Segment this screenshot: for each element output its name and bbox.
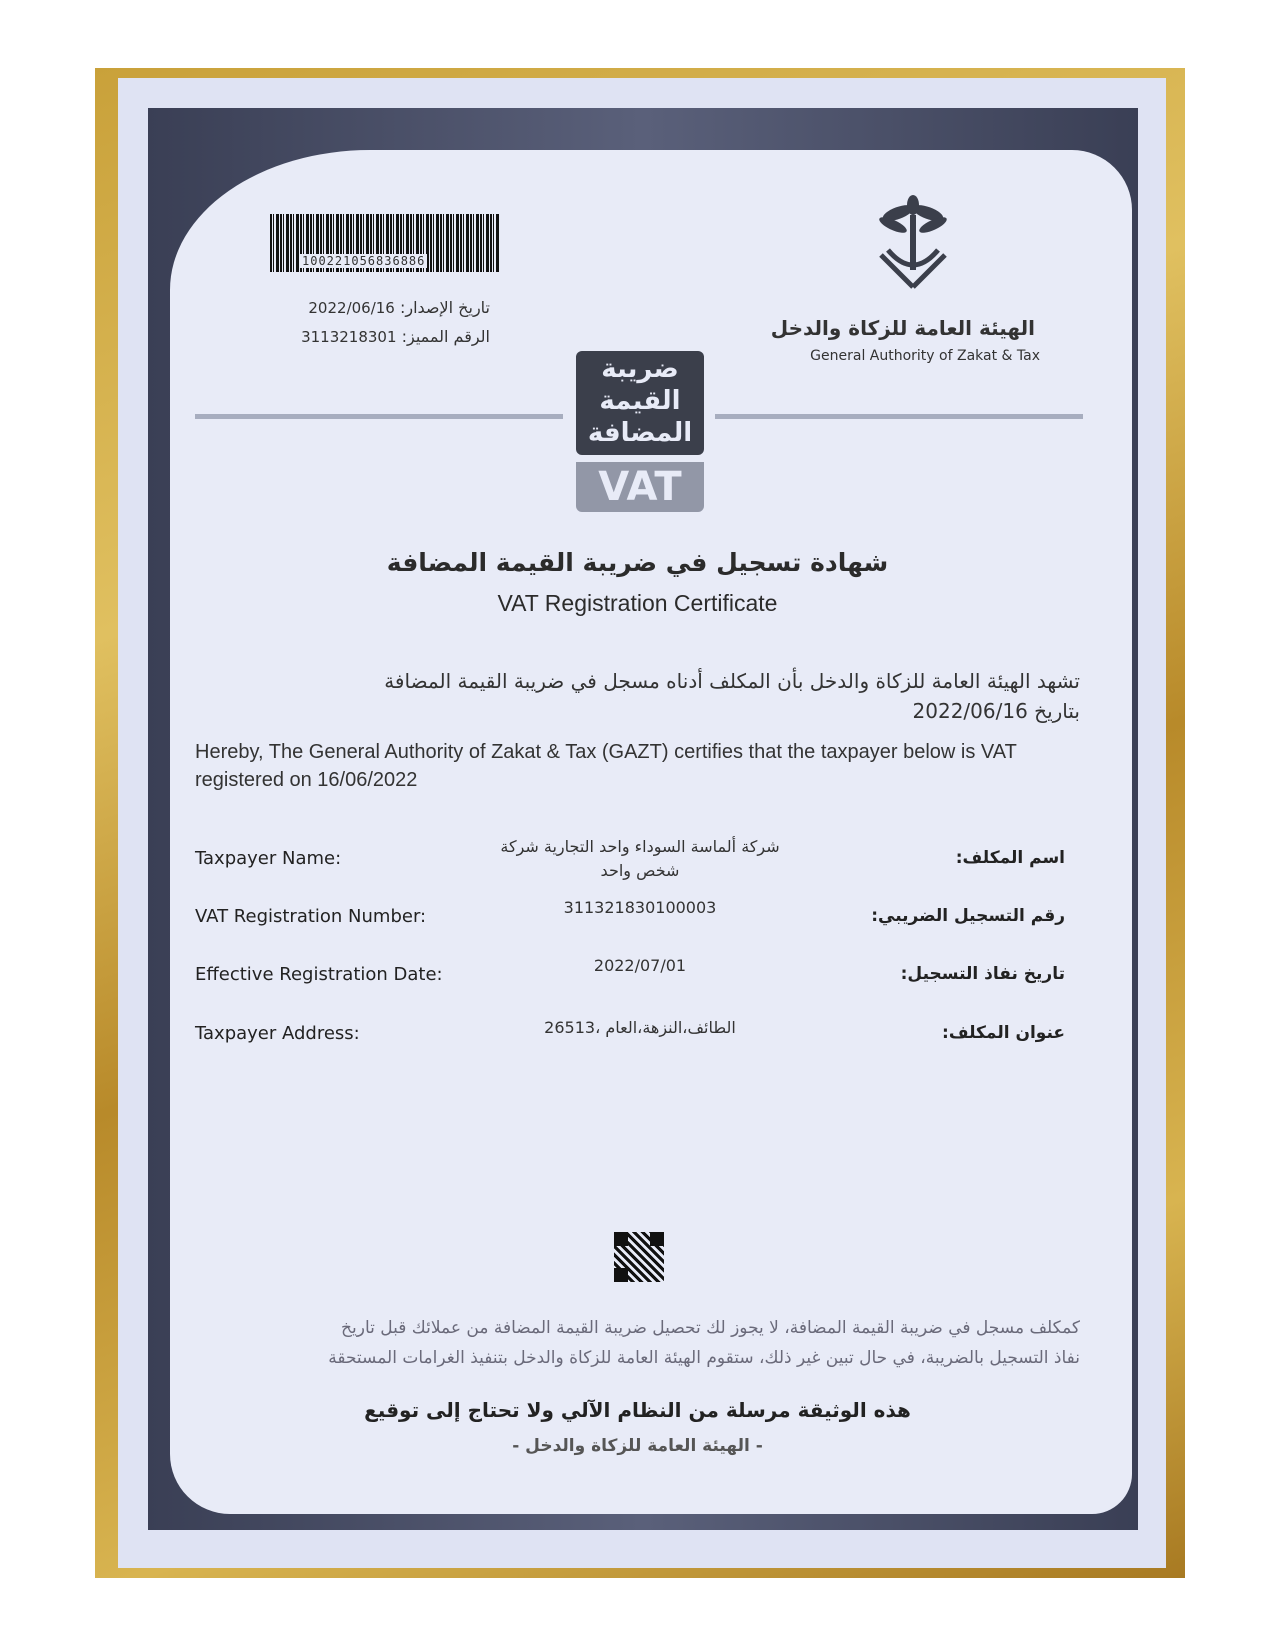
vat-number-value: 311321830100003 [563,898,717,917]
title-en: VAT Registration Certificate [497,590,778,616]
issue-date [290,298,490,317]
taxpayer-name-label-ar: اسم المكلف: [955,848,1065,868]
taxpayer-name-line1: شركة ألماسة السوداء واحد التجارية شركة [500,837,780,856]
effective-date-label: Effective Registration Date: [195,964,443,985]
issue-date-value: 2022/06/16 [308,299,395,317]
effective-date-value: 2022/07/01 [593,956,687,975]
palm-emblem-icon [873,195,953,295]
distinct-number-label: الرقم المميز: [401,327,490,346]
authority-name-ar: الهيئة العامة للزكاة والدخل [770,316,1035,340]
footer-line1: هذه الوثيقة مرسلة من النظام الآلي ولا تحتاج إلى توقيع [364,1398,911,1422]
header-rule-right [715,414,1083,419]
issue-date-label: تاريخ الإصدار: [399,298,490,317]
taxpayer-name-label: Taxpayer Name: [195,848,342,869]
statement-en: Hereby, The General Authority of Zakat & Tax (GAZT) certifies that the taxpayer below is VAT registered on 16/06/2022 [195,741,1017,791]
footer-line2: - الهيئة العامة للزكاة والدخل - [512,1436,763,1456]
vat-number-label-ar: رقم التسجيل الضريبي: [871,906,1065,926]
notice [190,1313,1080,1373]
vat-logo-line2: القيمة [599,386,681,416]
address-label-ar: عنوان المكلف: [942,1023,1065,1043]
vat-number-label: VAT Registration Number: [195,906,427,927]
vat-logo-line3: المضافة [587,418,693,448]
taxpayer-name-line2: شخص واحد [600,861,680,880]
statement-ar-line1: تشهد الهيئة العامة للزكاة والدخل بأن المكلف أدناه مسجل في ضريبة القيمة المضافة [384,669,1080,693]
taxpayer-name-value [460,835,820,883]
statement-ar [270,666,1080,726]
vat-logo-en: VAT [576,462,704,512]
effective-date-label-ar: تاريخ نفاذ التسجيل: [900,964,1065,984]
notice-line2: نفاذ التسجيل بالضريبة، في حال تبين غير ذلك، ستقوم الهيئة العامة للزكاة والدخل بتنفيذ الغرامات المستحقة [328,1348,1080,1368]
qr-code [614,1232,664,1282]
address-value: الطائف،النزهة،العام ،26513 [544,1018,736,1037]
distinct-number-value: 3113218301 [301,328,397,346]
notice-line1: كمكلف مسجل في ضريبة القيمة المضافة، لا يجوز لك تحصيل ضريبة القيمة المضافة من عملائك قبل تاريخ [341,1318,1080,1338]
barcode-number: 100221056836886 [302,254,426,268]
vat-logo [576,351,704,455]
distinct-number [290,327,490,346]
header-rule-left [195,414,563,419]
vat-logo-line1: ضريبة [601,354,679,384]
statement-ar-line2: بتاريخ 2022/06/16 [912,699,1080,723]
authority-name-en: General Authority of Zakat & Tax [810,348,1040,364]
address-label: Taxpayer Address: [195,1023,360,1044]
title-ar: شهادة تسجيل في ضريبة القيمة المضافة [386,548,889,577]
